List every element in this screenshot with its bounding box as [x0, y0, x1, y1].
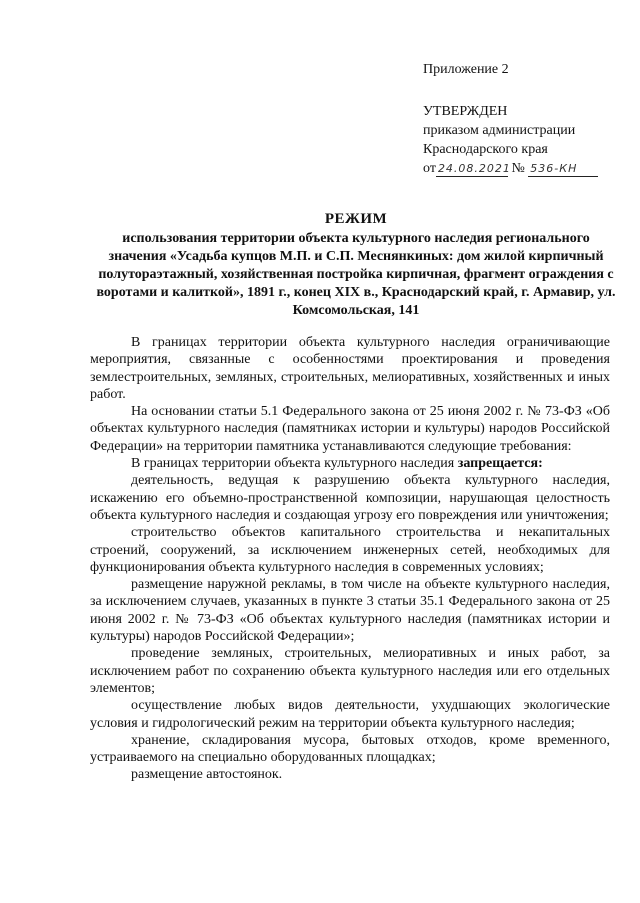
list-item: размещение автостоянок. — [131, 767, 283, 783]
list-item: хранение, складирования мусора, бытовых отходов, кроме временного, устраиваемого на специально оборудованных площадках; — [90, 732, 610, 766]
prohibited-label: запрещается: — [457, 456, 543, 472]
approved-label: УТВЕРЖДЕН — [423, 104, 508, 119]
approval-line-2: Краснодарского края — [423, 142, 548, 157]
handwritten-date: 24.08.2021 — [437, 162, 511, 175]
appendix-label: Приложение 2 — [423, 62, 509, 77]
date-prefix: от — [423, 161, 436, 176]
title-heading: РЕЖИМ — [324, 211, 388, 227]
approval-block — [423, 60, 633, 178]
document-body — [90, 334, 610, 784]
paragraph: В границах территории объекта культурного наследия ограничивающие мероприятия, связанные с особенностями проектирования и проведения землестроительных, земляных, строительных, мелиоративных, хозяйственных и иных работ. — [90, 335, 610, 402]
number-prefix: № — [511, 161, 525, 176]
list-item: строительство объектов капитального строительства и некапитальных строений, сооружений, за исключением инженерных сетей, необходимых для функционирования объекта культурного наследия в современных условиях; — [90, 525, 610, 575]
list-item: осуществление любых видов деятельности, ухудшающих экологические условия и гидрологический режим на территории объекта культурного наследия; — [90, 698, 610, 731]
approval-date-number — [423, 159, 633, 178]
list-item: деятельность, ведущая к разрушению объекта культурного наследия, искажению его объемно-пространственной композиции, нарушающая целостность объекта культурного наследия и создающая угрозу его повреждения или уничтожения; — [90, 473, 610, 523]
paragraph-text: В границах территории объекта культурного наследия — [131, 456, 458, 472]
list-item: размещение наружной рекламы, в том числе на объекте культурного наследия, за исключением случаев, указанных в пункте 3 статьи 35.1 Федерального закона от 25 июня 2002 г. № 73-ФЗ «Об объектах культурного наследия (памятниках истории и культуры) народов Российской Федерации»; — [90, 577, 610, 645]
paragraph: На основании статьи 5.1 Федерального закона от 25 июня 2002 г. № 73-ФЗ «Об объектах культурного наследия (памятниках истории и культуры) народов Российской Федерации» на территории памятника устанавливаются следующие требования: — [90, 404, 610, 454]
title-text: использования территории объекта культурного наследия регионального значения «Усадьба купцов М.П. и С.П. Меснянкиных: дом жилой кирпичный полутораэтажный, хозяйственная постройка кирпичная, фрагмент ограждения с воротами и калиткой», 1891 г., конец XIX в., Краснодарский край, г. Армавир, ул. Комсомольская, 141 — [96, 231, 616, 318]
list-item: проведение земляных, строительных, мелиоративных и иных работ, за исключением работ по сохранению объекта культурного наследия или его отдельных элементов; — [90, 646, 610, 696]
paragraph — [90, 455, 610, 472]
handwritten-number: 536-КН — [528, 162, 598, 177]
document-title — [96, 210, 616, 320]
approval-line-1: приказом администрации — [423, 123, 576, 138]
